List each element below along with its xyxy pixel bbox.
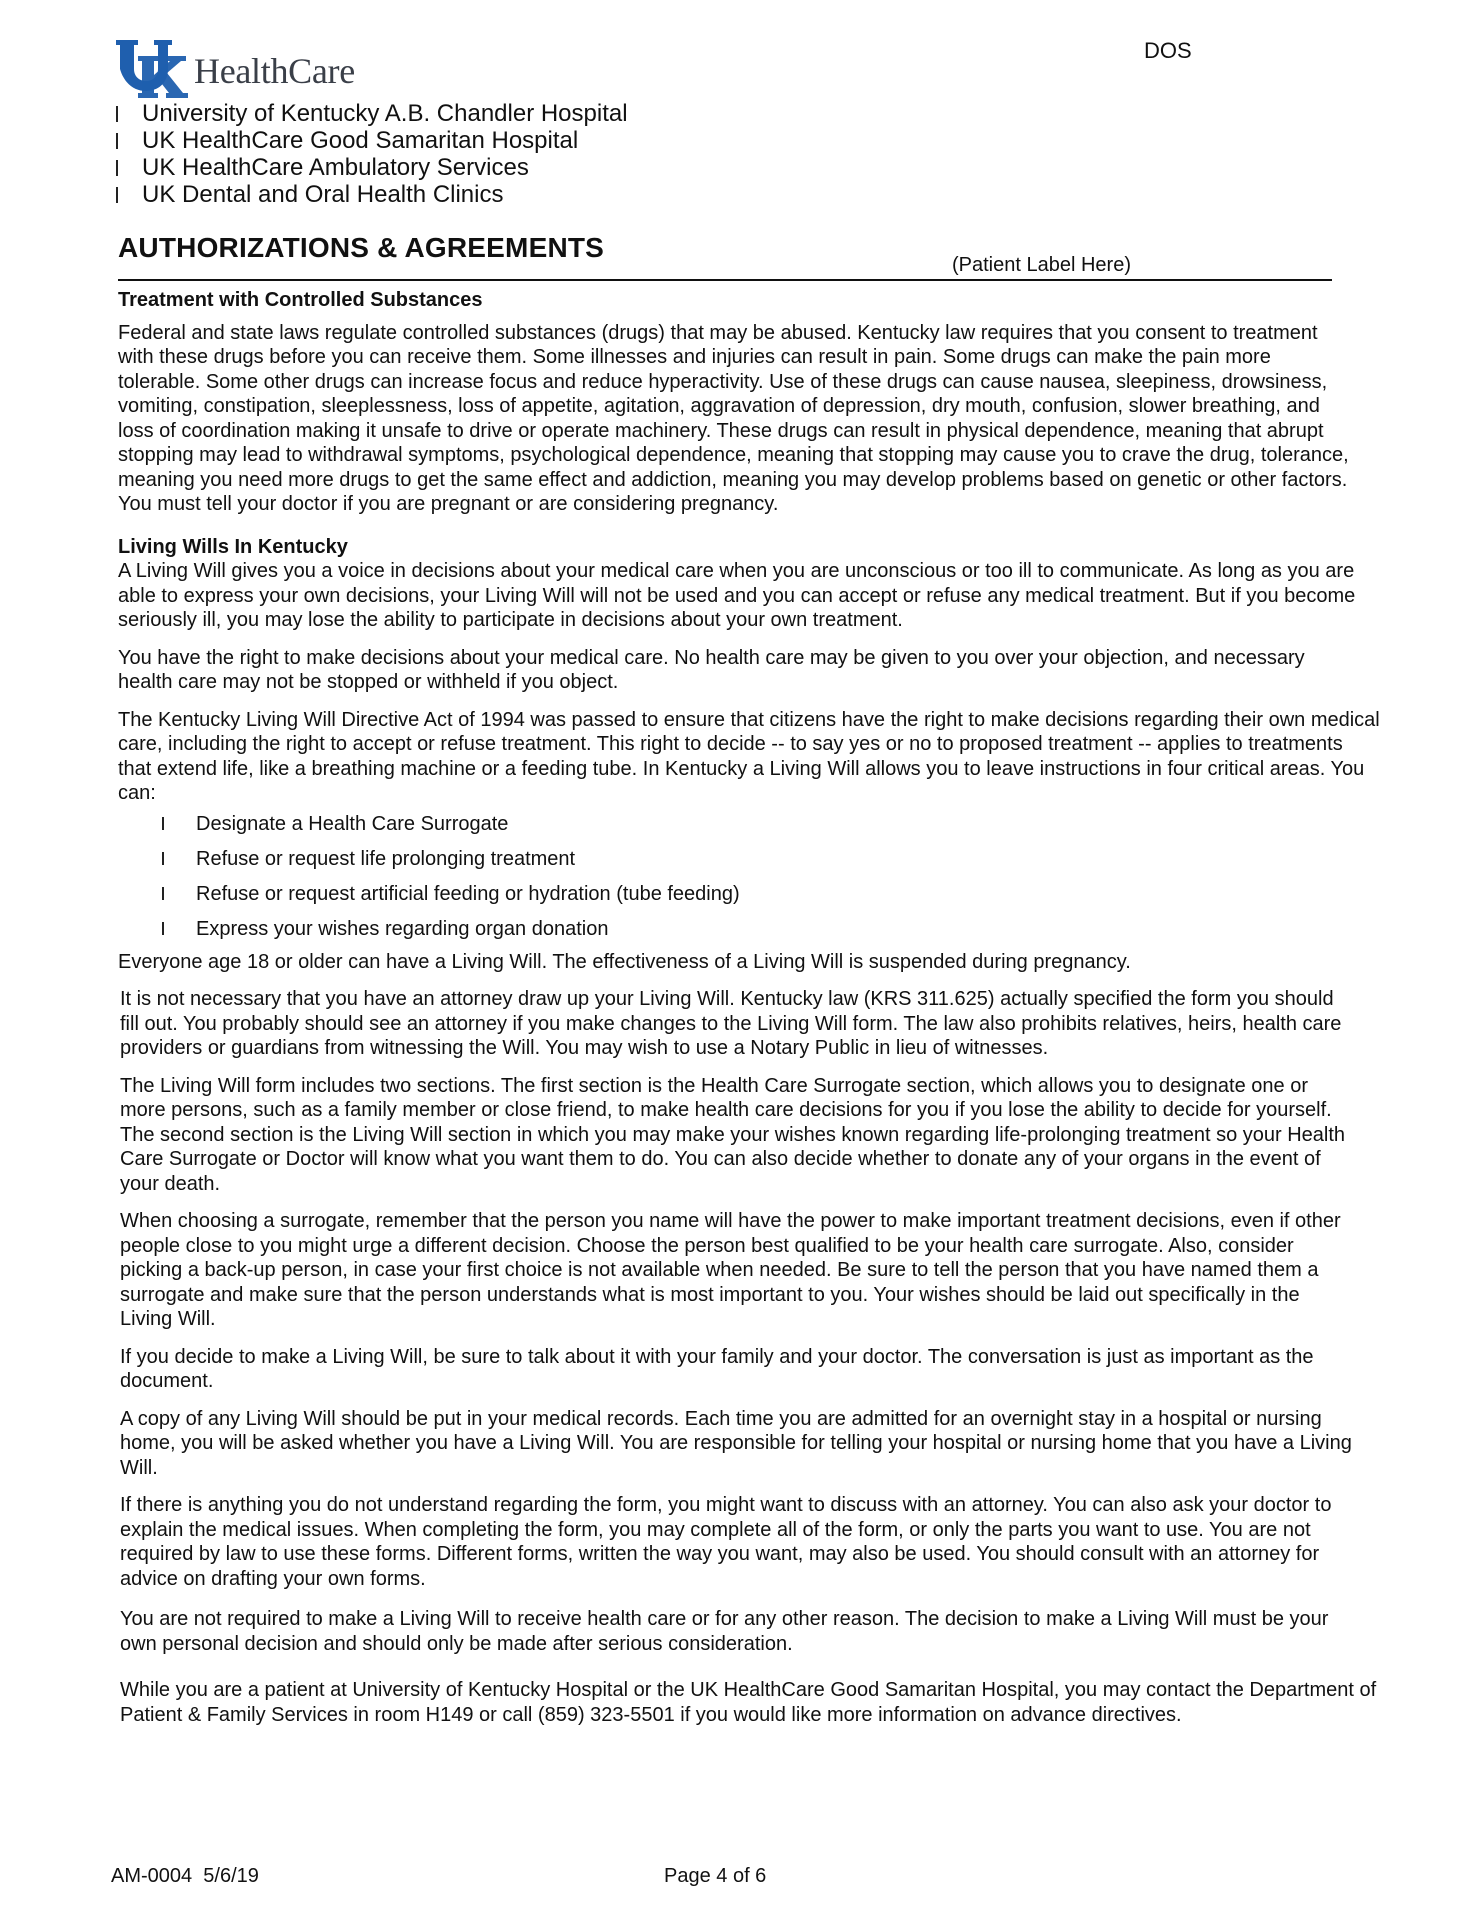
uk-healthcare-logo <box>114 38 374 102</box>
patient-label-placeholder: (Patient Label Here) <box>952 254 1131 276</box>
living-wills-paragraph: You are not required to make a Living Will to receive health care or for any other reason. The decision to make a Living Will must be your own personal decision and should only be made after serious consideration. <box>120 1608 1329 1655</box>
facility-label: UK Dental and Oral Health Clinics <box>142 181 504 208</box>
living-will-areas-list <box>118 812 1398 952</box>
living-wills-paragraph: If you decide to make a Living Will, be sure to talk about it with your family and your doctor. The conversation is just as important as the document. <box>120 1345 1314 1392</box>
bullet-marker-icon <box>162 852 164 865</box>
list-item-text: Designate a Health Care Surrogate <box>196 812 509 835</box>
page-number: Page 4 of 6 <box>664 1865 767 1887</box>
list-item <box>118 917 1398 952</box>
list-item-text: Refuse or request artificial feeding or hydration (tube feeding) <box>196 882 740 905</box>
living-wills-paragraph: When choosing a surrogate, remember that the person you name will have the power to make important treatment decisions, even if other people close to you might urge a different decision. Choose the person best qualified to be your health care surrogate. Also, consider picking a back-up person, in case your first choice is not available when needed. Be sure to tell the person that you have named them a surrogate and make sure that the person understands what is most important to you. Your wishes should be laid out specifically in the Living Will. <box>120 1210 1341 1330</box>
living-wills-paragraph: While you are a patient at University of Kentucky Hospital or the UK HealthCare Good Samaritan Hospital, you may contact the Department of Patient & Family Services in room H149 or call (859) 323-5501 if you would like more information on advance directives. <box>120 1679 1377 1726</box>
living-wills-paragraph: A copy of any Living Will should be put in your medical records. Each time you are admitted for an overnight stay in a hospital or nursing home, you will be asked whether you have a Living Will. You are responsible for telling your hospital or nursing home that you have a Living Will. <box>120 1407 1352 1479</box>
list-item <box>118 882 1398 917</box>
facility-item <box>114 127 628 154</box>
facility-label: UK HealthCare Ambulatory Services <box>142 154 529 181</box>
list-item <box>118 847 1398 882</box>
uk-logo-icon <box>114 38 189 102</box>
section-heading-controlled-substances: Treatment with Controlled Substances <box>118 289 483 311</box>
page-title: AUTHORIZATIONS & AGREEMENTS <box>118 232 605 263</box>
living-wills-paragraph: It is not necessary that you have an attorney draw up your Living Will. Kentucky law (KRS 311.625) actually specified the form you should fill out. You probably should see an attorney if you make changes to the Living Will form. The law also prohibits relatives, heirs, health care providers or guardians from witnessing the Will. You may wish to use a Notary Public in lieu of witnesses. <box>120 988 1342 1059</box>
bullet-marker-icon <box>162 922 164 935</box>
facility-list <box>114 100 628 208</box>
living-wills-paragraph: If there is anything you do not understand regarding the form, you might want to discuss with an attorney. You can also ask your doctor to explain the medical issues. When completing the form, you may complete all of the form, or only the parts you want to use. You are not required by law to use these forms. Different forms, written the way you want, may also be used. You should consult with an attorney for advice on drafting your own forms. <box>120 1494 1332 1590</box>
facility-item <box>114 181 628 208</box>
logo-text: HealthCare <box>194 51 355 91</box>
controlled-substances-text: Federal and state laws regulate controlled substances (drugs) that may be abused. Kentucky law requires that you consent to treatment with these drugs before you can receive them. Some illnesses and injuries can result in pain. Some drugs can make the pain more tolerable. Some other drugs can increase focus and reduce hyperactivity. Use of these drugs can cause nausea, sleepiness, drowsiness, vomiting, constipation, sleeplessness, loss of appetite, agitation, aggravation of depression, dry mouth, confusion, slower breathing, and loss of coordination making it unsafe to drive or operate machinery. These drugs can result in physical dependence, meaning that abrupt stopping may lead to withdrawal symptoms, psychological dependence, meaning that stopping may cause you to crave the drug, tolerance, meaning you need more drugs to get the same effect and addiction, meaning you may develop problems based on genetic or other factors. You must tell your doctor if you are pregnant or are considering pregnancy. <box>118 321 1349 515</box>
title-divider <box>118 279 1332 281</box>
checkbox-marker-icon <box>116 133 118 149</box>
facility-item <box>114 154 628 181</box>
dos-label: DOS <box>1144 38 1192 63</box>
form-code: AM-0004 5/6/19 <box>111 1865 259 1887</box>
list-item-text: Refuse or request life prolonging treatment <box>196 847 576 870</box>
checkbox-marker-icon <box>116 160 118 176</box>
facility-label: University of Kentucky A.B. Chandler Hospital <box>142 100 628 127</box>
living-wills-paragraph: A Living Will gives you a voice in decisions about your medical care when you are unconscious or too ill to communicate. As long as you are able to express your own decisions, your Living Will will not be used and you can accept or refuse any medical treatment. But if you become seriously ill, you may lose the ability to participate in decisions about your own treatment. <box>118 560 1356 631</box>
document-body <box>118 288 1398 1740</box>
list-item-text: Express your wishes regarding organ donation <box>196 917 609 940</box>
living-wills-paragraph: Everyone age 18 or older can have a Living Will. The effectiveness of a Living Will is suspended during pregnancy. <box>118 950 1131 973</box>
checkbox-marker-icon <box>116 187 118 203</box>
facility-label: UK HealthCare Good Samaritan Hospital <box>142 127 579 154</box>
section-heading-living-wills: Living Wills In Kentucky <box>118 535 348 558</box>
bullet-marker-icon <box>162 817 164 830</box>
living-wills-paragraph: The Living Will form includes two sections. The first section is the Health Care Surrogate section, which allows you to designate one or more persons, such as a family member or close friend, to make health care decisions for you if you lose the ability to decide for yourself. The second section is the Living Will section in which you may make your wishes known regarding life-prolonging treatment so your Health Care Surrogate or Doctor will know what you want them to do. You can also decide whether to donate any of your organs in the event of your death. <box>120 1074 1346 1195</box>
living-wills-paragraph: The Kentucky Living Will Directive Act of 1994 was passed to ensure that citizens have the right to make decisions regarding their own medical care, including the right to accept or refuse treatment. This right to decide -- to say yes or no to proposed treatment -- applies to treatments that extend life, like a breathing machine or a feeding tube. In Kentucky a Living Will allows you to leave instructions in four critical areas. You can: <box>118 708 1380 804</box>
checkbox-marker-icon <box>116 106 118 122</box>
bullet-marker-icon <box>162 887 164 900</box>
living-wills-paragraph: You have the right to make decisions about your medical care. No health care may be given to you over your objection, and necessary health care may not be stopped or withheld if you object. <box>118 646 1305 693</box>
list-item <box>118 812 1398 847</box>
facility-item <box>114 100 628 127</box>
